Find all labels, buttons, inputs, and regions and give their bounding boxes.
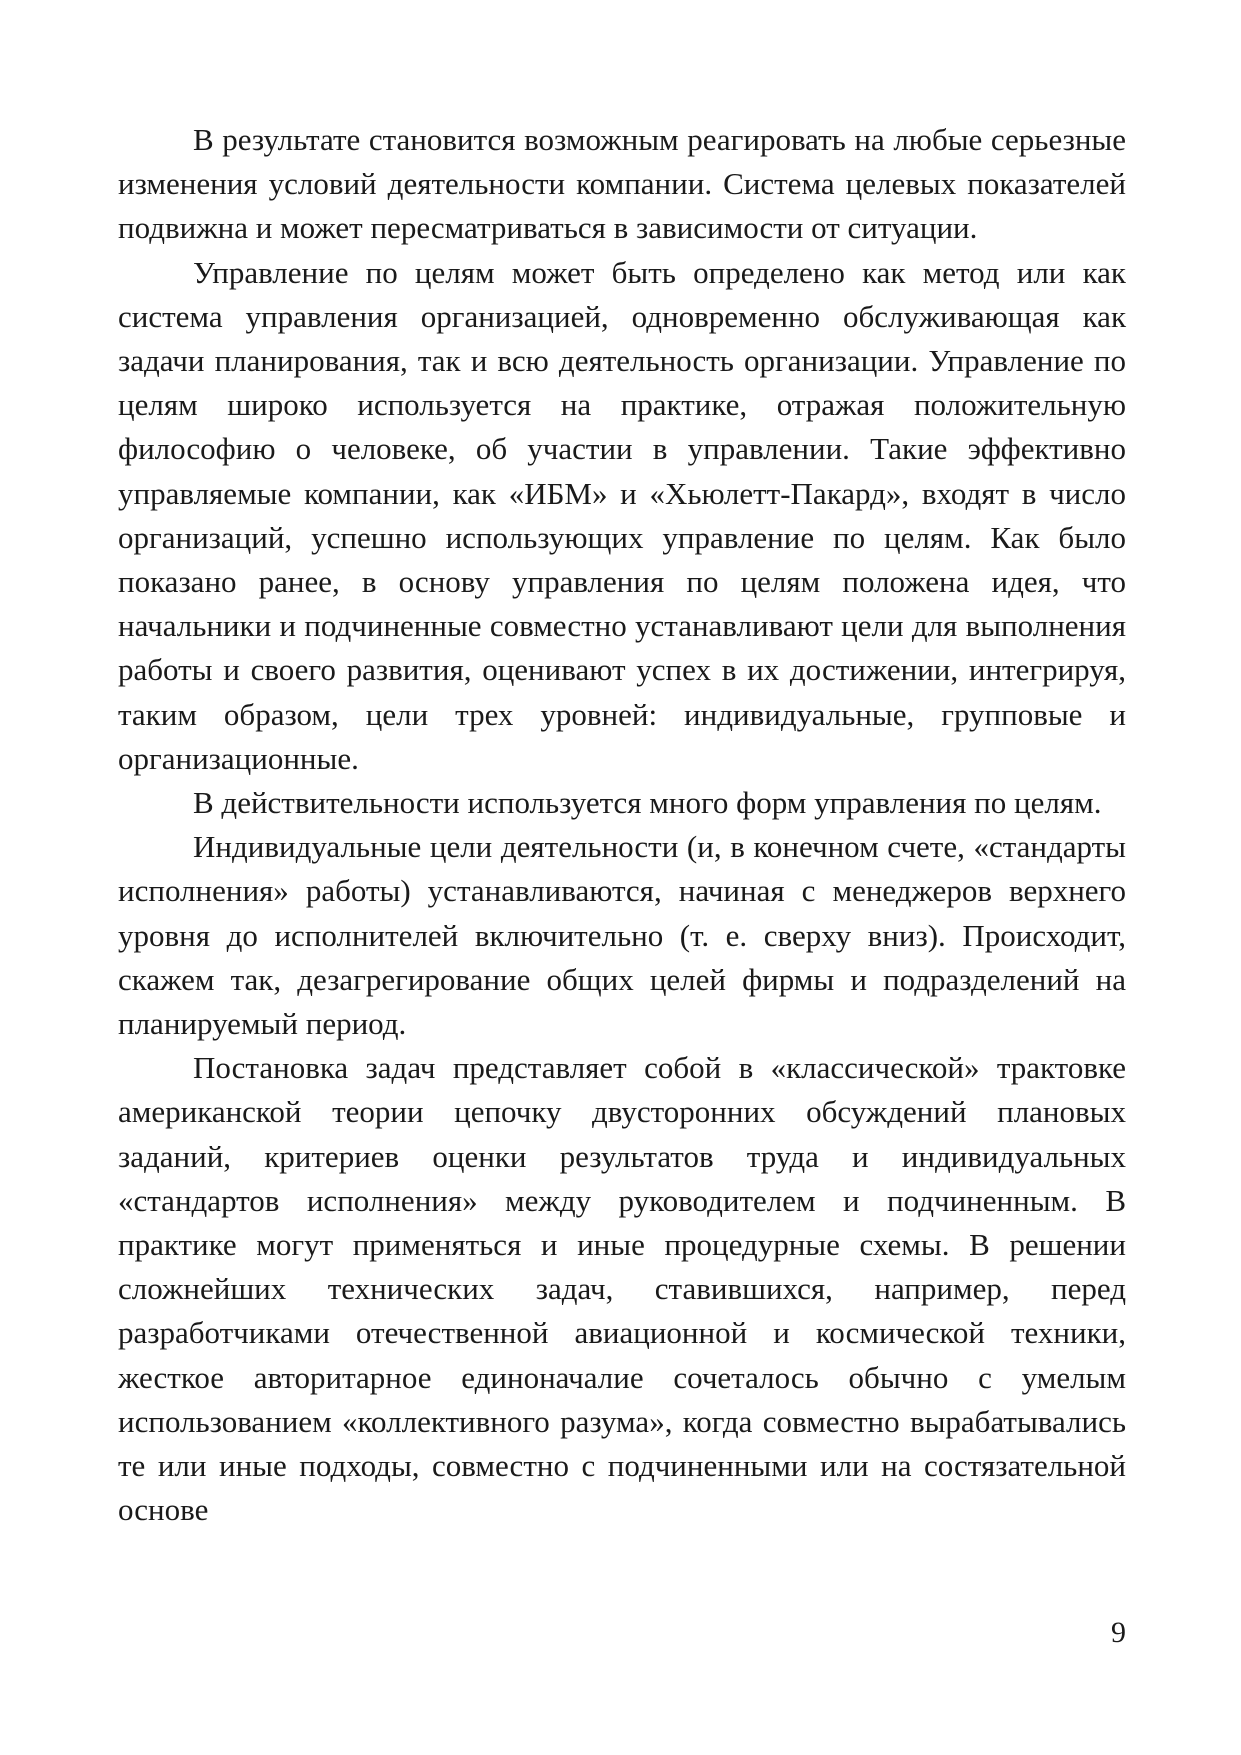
paragraph: В действительности используется много форм управления по целям. — [193, 785, 1102, 821]
page-number: 9 — [1111, 1616, 1126, 1649]
paragraph: Индивидуальные цели деятельности (и, в конечном счете, «стандарты исполнения» работы) устанавливаются, начиная с менеджеров верхнего уровня до исполнителей включительно (т. е. сверху вниз). Происходит, скажем так, дезагрегирование общих целей фирмы и подразделений на планируемый период. — [118, 829, 1126, 1042]
paragraph: В результате становится возможным реагировать на любые серьезные изменения условий деятельности компании. Система целевых показателей подвижна и может пересматриваться в зависимости от ситуации. — [118, 122, 1126, 246]
paragraph: Управление по целям может быть определено как метод или как система управления организацией, одновременно обслуживающая как задачи планирования, так и всю деятельность организации. Управление по целям широко используется на практике, отражая положительную философию о человеке, об участии в управлении. Такие эффективно управляемые компании, как «ИБМ» и «Хьюлетт-Пакард», входят в число организаций, успешно использующих управление по целям. Как было показано ранее, в основу управления по целям положена идея, что начальники и подчиненные совместно устанавливают цели для выполнения работы и своего развития, оценивают успех в их достижении, интегрируя, таким образом, цели трех уровней: индивидуальные, групповые и организационные. — [118, 254, 1126, 776]
page-body — [118, 118, 1126, 1533]
paragraph: Постановка задач представляет собой в «классической» трактовке американской теории цепочку двусторонних обсуждений плановых заданий, критериев оценки результатов труда и индивидуальных «стандартов исполнения» между руководителем и подчиненным. В практике могут применяться и иные процедурные схемы. В решении сложнейших технических задач, ставившихся, например, перед разработчиками отечественной авиационной и космической техники, жесткое авторитарное единоначалие сочеталось обычно с умелым использованием «коллективного разума», когда совместно вырабатывались те или иные подходы, совместно с подчиненными или на состязательной основе — [118, 1050, 1126, 1528]
